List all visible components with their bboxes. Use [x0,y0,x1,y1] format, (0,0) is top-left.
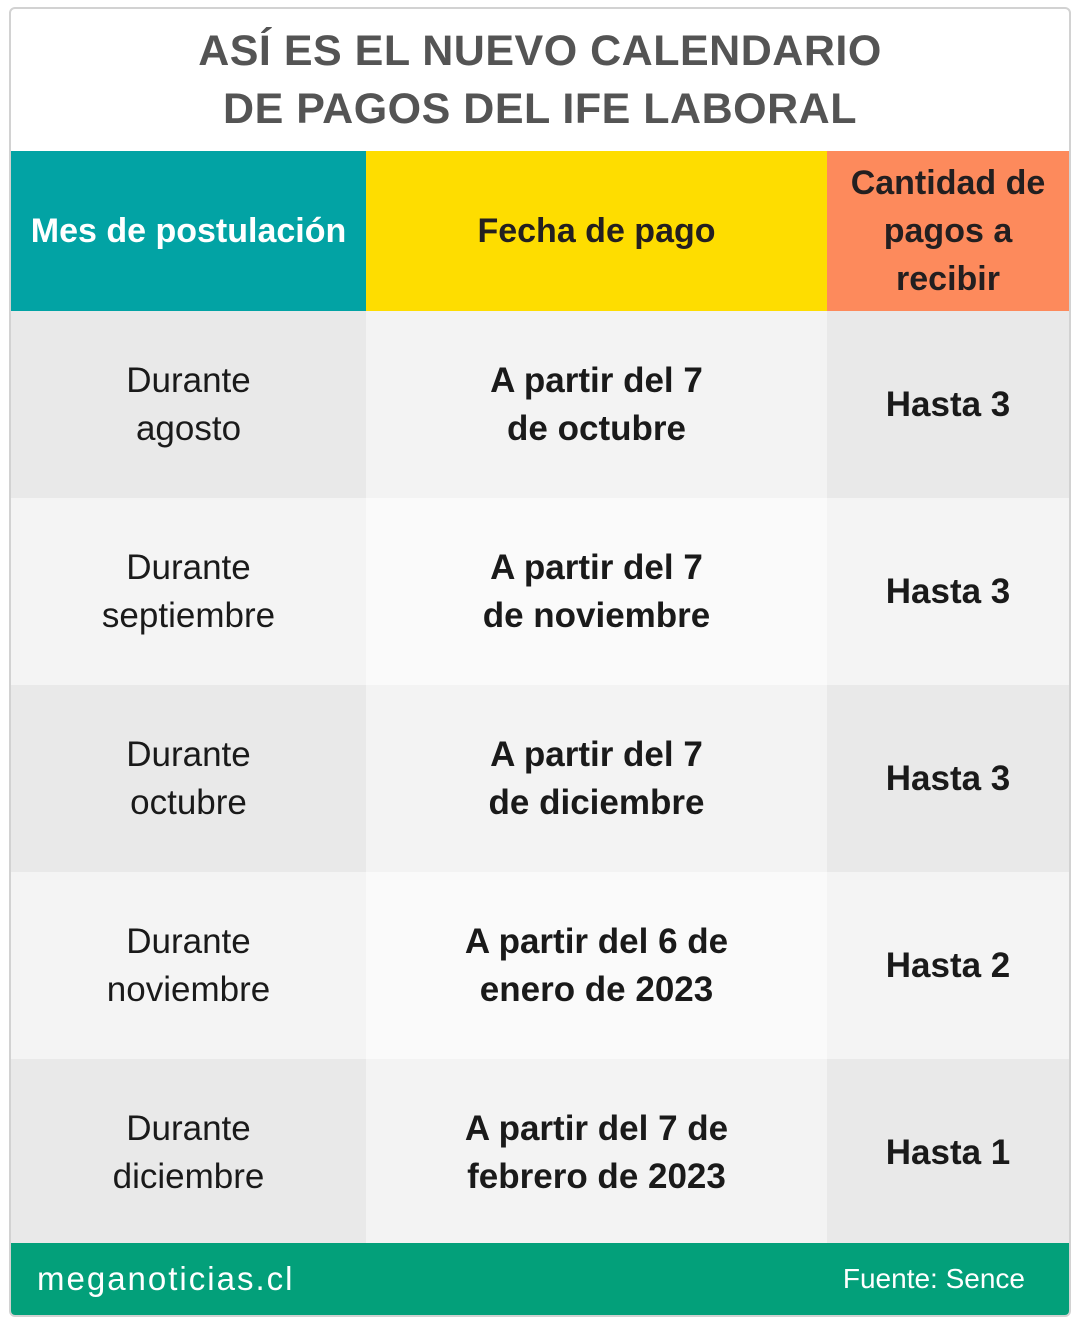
header-cantidad-pagos: Cantidad de pagos a recibir [827,151,1069,311]
table-row-4-fecha: A partir del 6 de enero de 2023 [366,872,827,1059]
header-fecha-pago: Fecha de pago [366,151,827,311]
table-row-3-cantidad: Hasta 3 [827,685,1069,872]
source-credit: Fuente: Sence [842,1263,1025,1294]
table-row-5-mes: Durante diciembre [11,1059,366,1246]
table-row-4-cantidad: Hasta 2 [827,872,1069,1059]
table-row-1-cantidad: Hasta 3 [827,311,1069,498]
table-row-2-mes: Durante septiembre [11,498,366,685]
table-row-3-mes: Durante octubre [11,685,366,872]
title-line-1: ASÍ ES EL NUEVO CALENDARIO [198,27,882,75]
footer-bar [11,1243,1069,1315]
header-mes-postulacion: Mes de postulación [11,151,366,311]
table-row-4-mes: Durante noviembre [11,872,366,1059]
payment-calendar-table [11,151,1069,1246]
infographic-title [11,9,1069,151]
table-row-1-mes: Durante agosto [11,311,366,498]
brand-link[interactable]: meganoticias.cl [37,1260,295,1297]
table-row-3-fecha: A partir del 7 de diciembre [366,685,827,872]
title-line-2: DE PAGOS DEL IFE LABORAL [223,85,857,133]
table-row-2-cantidad: Hasta 3 [827,498,1069,685]
table-row-1-fecha: A partir del 7 de octubre [366,311,827,498]
table-row-5-cantidad: Hasta 1 [827,1059,1069,1246]
table-row-2-fecha: A partir del 7 de noviembre [366,498,827,685]
infographic-card [9,7,1071,1317]
table-row-5-fecha: A partir del 7 de febrero de 2023 [366,1059,827,1246]
